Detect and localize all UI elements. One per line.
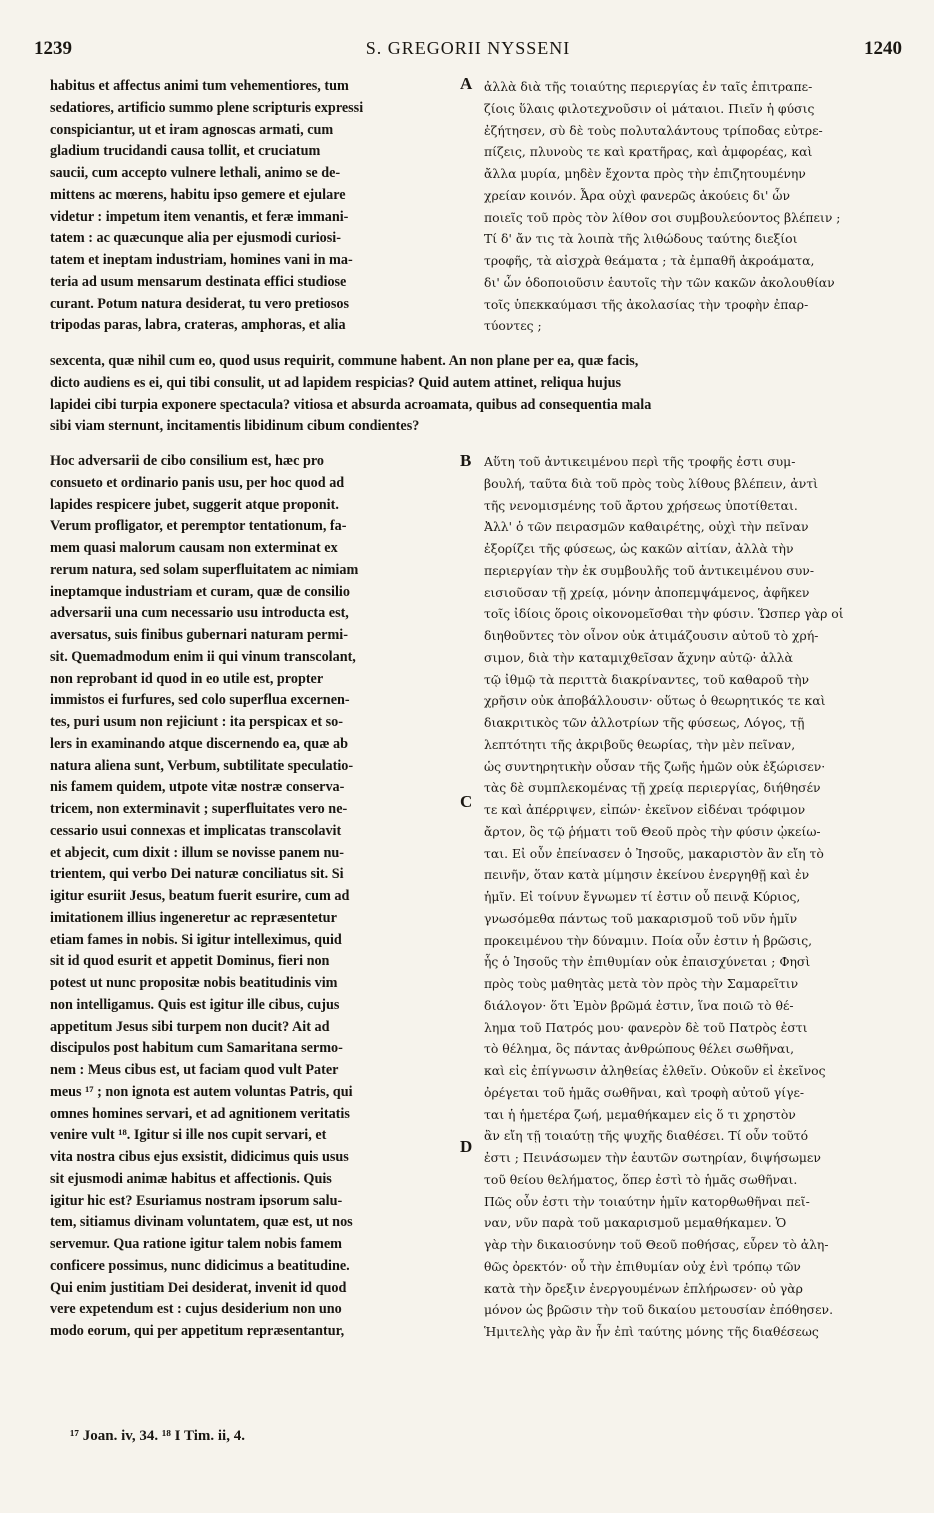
text-line: sedatiores, artificio summo plene scripturis expressi	[50, 99, 364, 116]
text-line: tricem, non exterminavit ; superfluitates vero ne-	[50, 801, 348, 817]
text-line: τοῖς ὑπεκκαύμασι τῆς ἀκολασίας τὴν τροφὴν ἐπαρ-	[484, 296, 809, 312]
text-line: διάλογον· ὅτι Ἐμὸν βρῶμά ἐστιν, ἵνα ποιῶ τὸ θέ-	[484, 997, 794, 1013]
text-line: ναν, νῦν παρὰ τοῦ μακαρισμοῦ μεμαθήκαμεν. Ὁ	[484, 1215, 787, 1231]
section-marker-d: D	[460, 1137, 473, 1156]
text-line: vere expetendum est : cujus desiderium non uno	[50, 1301, 342, 1318]
text-line: tatem : ac quæcunque alia per ejusmodi curiosi-	[50, 230, 341, 247]
text-line: περιεργίαν τὴν ἐκ συμβουλῆς τοῦ ἀντικειμένου συν-	[484, 562, 815, 578]
text-line: εισιοῦσαν τῇ χρείᾳ, μόνην ἀποπεμψάμενος, ἀφῆκεν	[484, 584, 810, 600]
text-line: mem quasi malorum causam non exterminat ex	[50, 540, 338, 556]
text-line: nem : Meus cibus est, ut faciam quod vult Pater	[50, 1062, 339, 1078]
text-line: potest ut nunc propositæ nobis beatitudinis vim	[50, 975, 338, 991]
text-line: habitus et affectus animi tum vehementiores, tum	[50, 78, 349, 94]
latin-column-a	[50, 76, 455, 337]
text-line: sit. Quemadmodum enim ii qui vinum transcolant,	[50, 648, 356, 665]
running-title: S. GREGORII NYSSENI	[365, 38, 571, 58]
greek-column-a	[484, 76, 902, 337]
text-line: Verum profligator, et peremptor tentationum, fa-	[50, 518, 347, 535]
text-line: sit id quod esurit et appetit Dominus, fieri non	[50, 953, 330, 970]
text-line: κατὰ τὴν ὄρεξιν ἐνεργουμένων ἐπλήρωσεν· οὐ γὰρ	[484, 1280, 803, 1296]
text-line: ἡμῖν. Εἰ τοίνυν ἔγνωμεν τί ἐστιν οὗ πεινᾷ Κύριος,	[484, 889, 801, 904]
text-line: Αὕτη τοῦ ἀντικειμένου περὶ τῆς τροφῆς ἐστι συμ-	[484, 454, 796, 469]
text-line: et abjecit, cum dixit : illum se novisse panem nu-	[50, 844, 344, 861]
text-line: ἂν εἴη τῇ τοιαύτῃ τῆς ψυχῆς διαθέσει. Τί οὖν τοῦτό	[484, 1128, 809, 1144]
text-line: conspiciantur, ut et iram agnoscas armati, cum	[50, 121, 334, 138]
latin-column-b	[50, 451, 455, 1343]
text-line: natura aliena sunt, Verbum, subtilitate speculatio-	[50, 757, 354, 774]
text-line: saucii, cum accepto vulnere lethali, animo se de-	[50, 165, 341, 181]
text-line: ἄλλα μυρία, μηδὲν ἔχοντα πρὸς τὴν ἐπιζητουμένην	[484, 166, 806, 181]
text-line: θῶς ὀρεκτόν· οὗ τὴν ἐπιθυμίαν οὐχ ἑνὶ τρόπῳ τῶν	[484, 1258, 801, 1274]
left-page-number: 1239	[34, 38, 72, 59]
text-line: ὡς συντηρητικὴν οὖσαν τῆς ζωῆς ἡμῶν οὐκ ἐξώρισεν·	[484, 758, 826, 774]
text-line: τὸ θέλημα, ὃς πάντας ἀνθρώπους θέλει σωθῆναι,	[484, 1041, 795, 1057]
text-line: χρῆσιν οὐκ ἀποβάλλουσιν· οὕτως ὁ θεωρητικός τε καὶ	[484, 693, 826, 709]
text-line: ἐξορίζει τῆς φύσεως, ὡς κακῶν αἰτίαν, ἀλλὰ τὴν	[484, 541, 794, 556]
text-line: nis famem quidem, utpote vitæ nostræ conserva-	[50, 779, 345, 796]
page-header	[34, 38, 902, 64]
text-line: discipulos post habitum cum Samaritana sermo-	[50, 1040, 343, 1057]
text-line: σιμον, διὰ τὴν καταμιχθεῖσαν ἄχνην αὐτῷ· ἀλλὰ	[484, 649, 793, 665]
text-line: appetitum Jesus sibi turpem non ducit? Ait ad	[50, 1018, 330, 1035]
text-line: δι' ὧν ὁδοποιοῦσιν ἑαυτοῖς τὴν τῶν κακῶν ἀκολουθίαν	[484, 274, 835, 290]
text-line: Ἀλλ' ὁ τῶν πειρασμῶν καθαιρέτης, οὐχὶ τὴν πεῖναν	[484, 519, 809, 535]
text-line: tes, puri usum non rejiciunt : ita perspicax et so-	[50, 714, 343, 730]
text-line: τροφῆς, τὰ αἰσχρὰ θεάματα ; τὰ ἐμπαθῆ ἀκροάματα,	[484, 253, 815, 268]
text-line: igitur hic est? Esuriamus nostram ipsorum salu-	[50, 1192, 343, 1209]
text-line: Πῶς οὖν ἐστι τὴν τοιαύτην ἡμῖν κατορθωθῆναι πεῖ-	[484, 1193, 810, 1209]
text-line: tatem et ineptam industriam, homines vani in ma-	[50, 252, 353, 268]
text-line: ἧς ὁ Ἰησοῦς τὴν ἐπιθυμίαν οὐκ ἐπαισχύνεται ; Φησὶ	[484, 954, 811, 970]
text-line: tem, sitiamus divinam voluntatem, quæ est, ut nos	[50, 1214, 353, 1231]
text-line: imitationem illius ingeneretur ac repræsentetur	[50, 909, 337, 926]
text-line: πρὸς τοὺς μαθητὰς μετὰ τὸν πρὸς τὴν Σαμαρεῖτιν	[484, 976, 799, 991]
text-line: mittens ac mœrens, habitu ipso gemere et ejulare	[50, 186, 346, 203]
text-line: τοῦ θείου θελήματος, ὅπερ ἐστὶ τὸ ἡμᾶς σωθῆναι.	[484, 1171, 798, 1187]
text-line: ἐζήτησεν, σὺ δὲ τοὺς πολυταλάντους τρίποδας εὐτρε-	[484, 122, 823, 138]
text-line: trientem, qui verbo Dei naturæ conciliatus sit. Si	[50, 866, 344, 883]
text-line: lapidei cibi turpia exponere spectacula? vitiosa et absurda acroamata, quibus ad consequentia mala	[50, 396, 652, 413]
text-line: curant. Potum natura desiderat, tu vero pretiosos	[50, 295, 349, 312]
text-line: ineptamque industriam et curam, quæ de consilio	[50, 583, 350, 600]
latin-full-width-passage	[50, 351, 902, 438]
text-line: omnes homines servari, et ad agnitionem veritatis	[50, 1105, 350, 1122]
text-line: rerum natura, sed solam superfluitatem ac nimiam	[50, 561, 359, 578]
text-line: Ἡμιτελὴς γὰρ ἂν ἦν ἐπὶ ταύτης μόνης τῆς διαθέσεως	[484, 1324, 819, 1339]
footnotes: ¹⁷ Joan. iv, 34. ¹⁸ I Tim. ii, 4.	[70, 1428, 245, 1444]
text-line: τῷ ἰθμῷ τὰ περιττὰ διακρίναντες, τοῦ καθαροῦ τὴν	[484, 671, 810, 687]
text-line: μόνον ὡς βρῶσιν τὴν τοῦ δικαίου μετουσίαν ἐπόθησεν.	[484, 1302, 834, 1318]
text-line: cessario usui connexas et implicatas transcolavit	[50, 822, 342, 839]
text-line: γνωσόμεθα πάντως τοῦ μακαρισμοῦ τοῦ νῦν ἡμῖν	[484, 910, 798, 926]
text-line: γὰρ τὴν δικαιοσύνην τοῦ Θεοῦ ποθήσας, εὗρεν τὸ ἀλη-	[484, 1237, 829, 1252]
text-line: meus ¹⁷ ; non ignota est autem voluntas Patris, qui	[50, 1083, 353, 1100]
text-line: προκειμένου τὴν δύναμιν. Ποία οὖν ἐστιν ἡ βρῶσις,	[484, 932, 813, 948]
text-line: sit ejusmodi animæ habitus et affectionis. Quis	[50, 1170, 332, 1187]
text-line: ὀρέγεται τοῦ ἡμᾶς σωθῆναι, καὶ τροφὴ αὐτοῦ γίγε-	[484, 1084, 805, 1100]
text-line: ται. Εἰ οὖν ἐπείνασεν ὁ Ἰησοῦς, μακαριστὸν ἂν εἴη τὸ	[484, 845, 824, 861]
text-line: consueto et ordinario panis usu, per hoc quod ad	[50, 474, 345, 491]
greek-column-b	[484, 451, 902, 1343]
text-line: lers in examinando atque discernendo ea, quæ ab	[50, 735, 348, 752]
text-line: διακριτικὸς τῶν ἀλλοτρίων τῆς φύσεως, Λόγος, τῇ	[484, 715, 805, 730]
text-line: τὰς δὲ συμπλεκομένας τῇ χρείᾳ περιεργίας, διήθησέν	[484, 780, 821, 796]
text-line: dicto audiens es ei, qui tibi consulit, ut ad lapidem respicias? Quid autem attinet, reliqua hujus	[50, 374, 621, 391]
text-line: videtur : impetum item venantis, et feræ immani-	[50, 208, 349, 225]
text-line: aversatus, suis finibus gubernari naturam permi-	[50, 627, 348, 643]
text-line: sibi viam sternunt, incitamentis libidinum cibum condientes?	[50, 418, 420, 435]
text-line: τύοντες ;	[484, 318, 542, 334]
text-line: igitur esuriit Jesus, beatum fuerit esurire, cum ad	[50, 888, 350, 904]
text-line: etiam fames in nobis. Si igitur intelleximus, quid	[50, 931, 342, 948]
text-line: ται ἡ ἡμετέρα ζωή, μεμαθήκαμεν εἰς ὅ τι χρηστὸν	[484, 1106, 796, 1122]
text-line: διηθοῦντες τὸν οἶνον οὐκ ἀτιμάζουσιν αὐτοῦ τὸ χρή-	[484, 628, 819, 643]
right-page-number: 1240	[864, 38, 902, 59]
text-line: ζίοις ὕλαις φιλοτεχνοῦσιν οἱ μάταιοι. Πιεῖν ἡ φύσις	[484, 100, 815, 116]
text-line: Τί δ' ἄν τις τὰ λοιπὰ τῆς λιθώδους ταύτης διεξίοι	[484, 231, 798, 247]
text-line: λημα τοῦ Πατρός μου· φανερὸν δὲ τοῦ Πατρὸς ἐστι	[484, 1019, 808, 1035]
text-line: τοῖς ἰδίοις ὅροις οἰκονομεῖσθαι τὴν φύσιν. Ὥσπερ γὰρ οἱ	[484, 606, 844, 622]
section-marker-c: C	[460, 792, 473, 811]
text-line: immistos ei furfures, sed colo superflua excernen-	[50, 692, 350, 709]
text-line: venire vult ¹⁸. Igitur si ille nos cupit servari, et	[50, 1127, 327, 1144]
text-line: vita nostra cibus ejus exsistit, didicimus quis usus	[50, 1149, 349, 1165]
text-line: χρείαν κοινόν. Ἆρα οὐχὶ φανερῶς ἀκούεις δι' ὧν	[484, 187, 791, 203]
section-marker-a: A	[460, 74, 473, 93]
text-line: τε καὶ ἀπέρριψεν, εἰπών· ἐκεῖνον εἰδέναι τρόφιμον	[484, 802, 806, 817]
text-line: ποιεῖς τοῦ πρὸς τὸν λίθον σοι συμβουλεύοντος βλέπειν ;	[484, 209, 841, 225]
text-line: non intelligamus. Quis est igitur ille cibus, cujus	[50, 996, 340, 1013]
text-line: βουλή, ταῦτα διὰ τοῦ πρὸς τοὺς λίθους βλέπειν, ἀντὶ	[484, 475, 819, 491]
text-line: πεινῆν, ὅταν κατὰ μίμησιν ἐκείνου ἐνεργηθῇ καὶ ἐν	[484, 867, 810, 883]
text-line: ἄρτον, ὃς τῷ ῥήματι τοῦ Θεοῦ πρὸς τὴν φύσιν ᾠκείω-	[484, 823, 821, 839]
text-line: ἀλλὰ διὰ τῆς τοιαύτης περιεργίας ἐν ταῖς ἐπιτραπε-	[484, 79, 813, 94]
text-line: gladium trucidandi causa tollit, et cruciatum	[50, 143, 321, 160]
text-line: servemur. Qua ratione igitur talem nobis famem	[50, 1236, 342, 1252]
text-line: non reprobant id quod in eo utile est, propter	[50, 670, 324, 687]
text-line: καὶ εἰς ἐπίγνωσιν ἀληθείας ἐλθεῖν. Οὐκοῦν εἰ ἐκεῖνος	[484, 1063, 826, 1078]
text-line: τῆς νενομισμένης τοῦ ἄρτου χρήσεως ὑποτίθεται.	[484, 497, 798, 513]
text-line: adversarii una cum necessario usu introducta est,	[50, 605, 349, 622]
text-line: tripodas paras, labra, crateras, amphoras, et alia	[50, 317, 346, 334]
text-line: modo eorum, qui per appetitum repræsentantur,	[50, 1323, 345, 1339]
text-line: conficere possimus, nunc didicimus a beatitudine.	[50, 1257, 350, 1274]
text-line: Hoc adversarii de cibo consilium est, hæc pro	[50, 453, 325, 469]
section-marker-b: B	[460, 451, 472, 470]
text-line: λεπτότητι τῆς ἀκριβοῦς θεωρίας, τὴν μὲν πεῖναν,	[484, 736, 796, 752]
text-line: lapides respicere jubet, suggerit atque proponit.	[50, 496, 339, 513]
text-line: Qui enim justitiam Dei desiderat, invenit id quod	[50, 1279, 347, 1296]
text-line: teria ad usum mensarum destinata effici studiose	[50, 273, 347, 290]
text-line: ἐστι ; Πεινάσωμεν τὴν ἑαυτῶν σωτηρίαν, διψήσωμεν	[484, 1150, 821, 1165]
text-line: πίζεις, πλυνοὺς τε καὶ κρατῆρας, καὶ ἀμφορέας, καὶ	[484, 144, 813, 160]
text-line: sexcenta, quæ nihil cum eo, quod usus requirit, commune habent. An non plane per ea, quæ facis,	[50, 353, 639, 369]
